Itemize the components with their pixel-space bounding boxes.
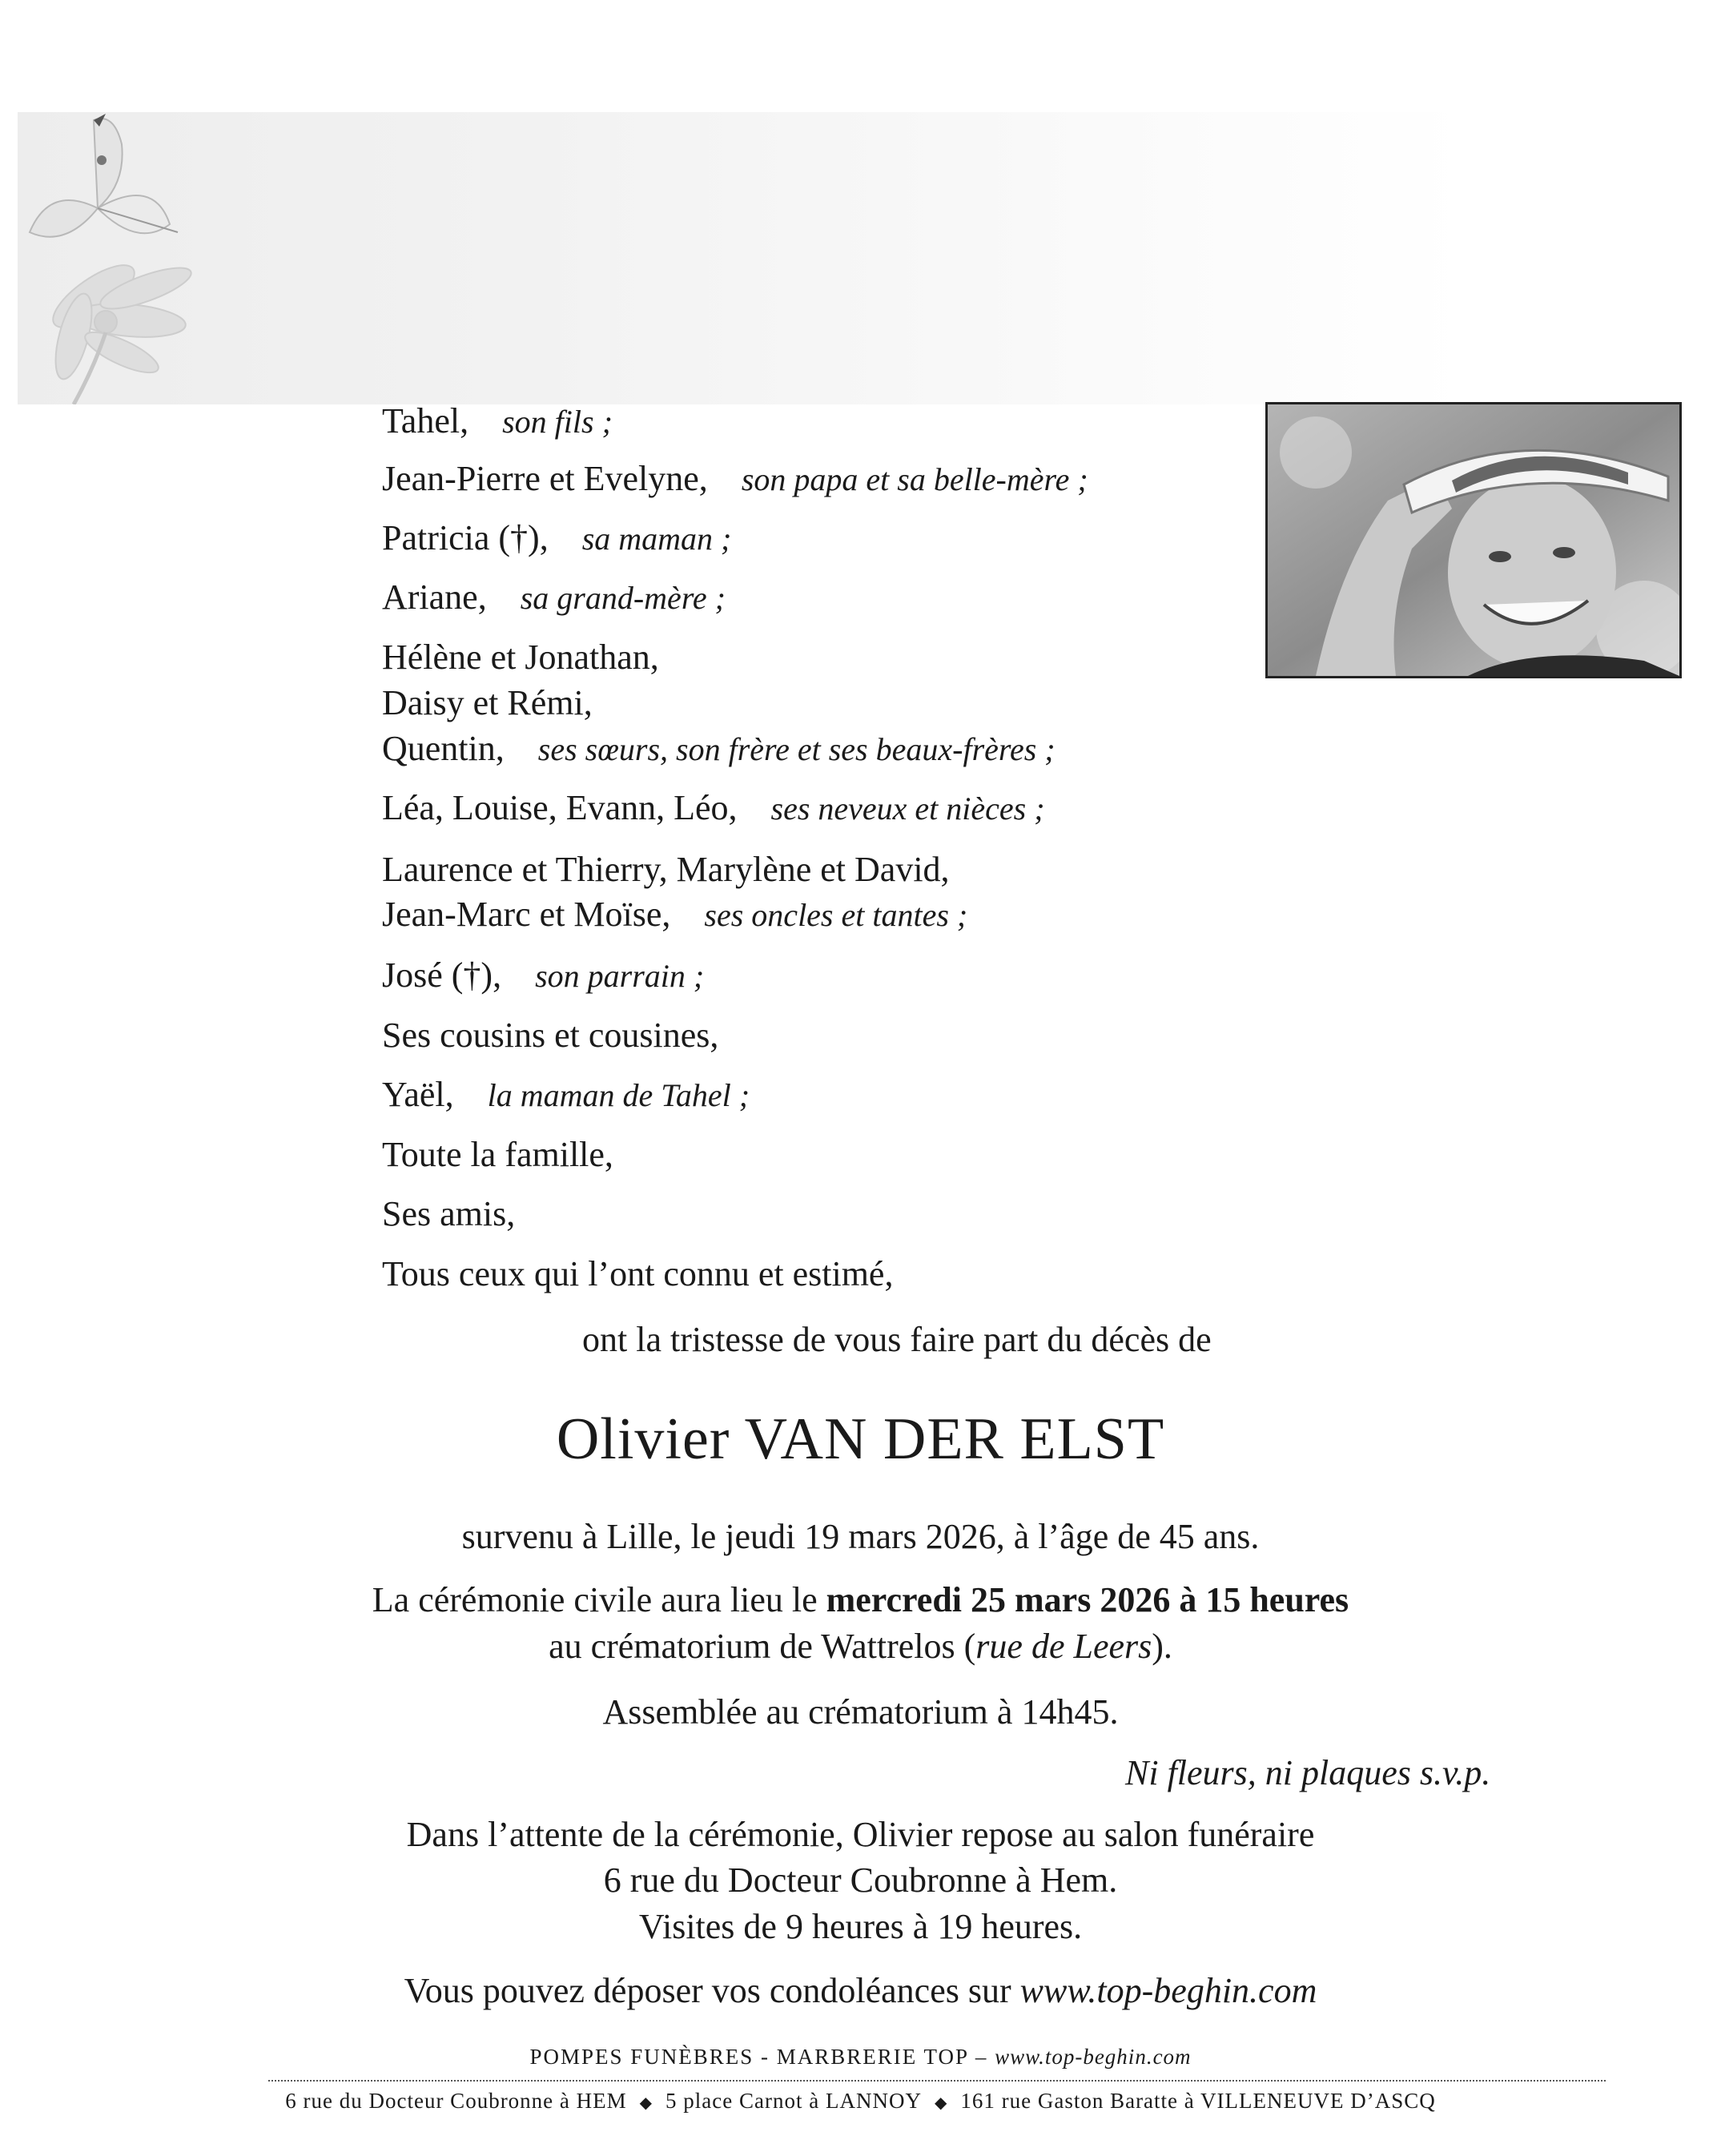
family-names: Toute la famille, — [382, 1135, 613, 1174]
address-villeneuve: 161 rue Gaston Baratte à VILLENEUVE D’ASCQ — [960, 2089, 1436, 2113]
ceremony-date-time: mercredi 25 mars 2026 à 15 heures — [826, 1580, 1349, 1619]
family-names: Laurence et Thierry, Marylène et David, — [382, 850, 950, 889]
family-relation: ses neveux et nièces ; — [770, 790, 1045, 827]
family-relation: son fils ; — [502, 404, 613, 440]
announcement-text: ont la tristesse de vous faire part du décès de — [582, 1320, 1212, 1359]
family-line — [382, 787, 1045, 828]
ceremony-place — [0, 1626, 1721, 1667]
family-line — [382, 849, 950, 890]
family-names: Quentin, — [382, 729, 505, 768]
condolences-link[interactable]: www.top-beghin.com — [1019, 1971, 1317, 2010]
family-names: Léa, Louise, Evann, Léo, — [382, 788, 738, 827]
family-names: Ses cousins et cousines, — [382, 1016, 719, 1055]
rest-line-1: Dans l’attente de la cérémonie, Olivier repose au salon funéraire — [406, 1815, 1315, 1854]
ceremony-place-text: au crématorium de Wattrelos ( — [549, 1627, 976, 1666]
family-line — [382, 1253, 893, 1294]
family-line — [382, 682, 593, 723]
condolences-line — [0, 1970, 1721, 2011]
diamond-separator-icon: ◆ — [934, 2094, 948, 2113]
family-line — [382, 637, 659, 678]
family-names: Jean-Marc et Moïse, — [382, 895, 671, 934]
butterfly-icon — [18, 112, 202, 304]
family-relation: ses oncles et tantes ; — [704, 897, 968, 933]
family-line — [382, 577, 726, 617]
decorative-banner — [18, 112, 1467, 404]
family-names: Tahel, — [382, 401, 469, 440]
family-line — [382, 1015, 718, 1056]
family-names: Yaël, — [382, 1075, 454, 1114]
family-names: Daisy et Rémi, — [382, 683, 593, 722]
ceremony-street: rue de Leers — [975, 1627, 1152, 1666]
ceremony-intro: La cérémonie civile aura lieu le — [372, 1580, 826, 1619]
footer-company-line — [0, 2045, 1721, 2070]
family-relation: sa maman ; — [581, 521, 732, 557]
family-line — [382, 894, 967, 935]
family-line — [382, 1074, 750, 1115]
diamond-separator-icon: ◆ — [639, 2094, 653, 2113]
family-line — [382, 458, 1088, 499]
ceremony-line — [0, 1579, 1721, 1620]
rest-line-2: 6 rue du Docteur Coubronne à Hem. — [603, 1860, 1118, 1900]
family-line — [382, 728, 1056, 769]
rest-line-3: Visites de 9 heures à 19 heures. — [638, 1907, 1083, 1946]
condolences-text: Vous pouvez déposer vos condoléances sur — [404, 1971, 1020, 2010]
family-relation: ses sœurs, son frère et ses beaux-frères ; — [537, 731, 1056, 767]
family-line — [382, 955, 704, 996]
family-names: Patricia (†), — [382, 518, 549, 557]
family-relation: sa grand-mère ; — [520, 580, 726, 616]
assembly-info: Assemblée au crématorium à 14h45. — [602, 1692, 1119, 1732]
family-names: Hélène et Jonathan, — [382, 638, 659, 677]
footer-dash: – — [975, 2045, 988, 2069]
family-line — [382, 517, 731, 558]
family-names: José (†), — [382, 955, 502, 995]
family-line — [382, 1193, 515, 1234]
portrait-photo — [1265, 402, 1682, 678]
family-relation: la maman de Tahel ; — [487, 1077, 750, 1113]
family-names: Ariane, — [382, 577, 487, 617]
family-relation: son parrain ; — [535, 958, 705, 994]
family-names: Jean-Pierre et Evelyne, — [382, 459, 708, 498]
address-hem: 6 rue du Docteur Coubronne à HEM — [285, 2089, 627, 2113]
footer-divider — [268, 2080, 1606, 2082]
footer-url[interactable]: www.top-beghin.com — [995, 2045, 1192, 2069]
family-line — [382, 400, 613, 441]
address-lannoy: 5 place Carnot à LANNOY — [665, 2089, 922, 2113]
ceremony-place-end: ). — [1152, 1627, 1172, 1666]
no-flowers-note: Ni fleurs, ni plaques s.v.p. — [1125, 1753, 1491, 1792]
deceased-name: Olivier VAN DER ELST — [556, 1406, 1165, 1472]
family-names: Ses amis, — [382, 1194, 516, 1233]
footer-addresses — [0, 2089, 1721, 2114]
footer-company: POMPES FUNÈBRES - MARBRERIE TOP — [529, 2045, 969, 2069]
death-info: survenu à Lille, le jeudi 19 mars 2026, à l’âge de 45 ans. — [461, 1517, 1260, 1556]
family-relation: son papa et sa belle-mère ; — [741, 461, 1088, 497]
family-line — [382, 1134, 613, 1175]
family-names: Tous ceux qui l’ont connu et estimé, — [382, 1254, 894, 1293]
